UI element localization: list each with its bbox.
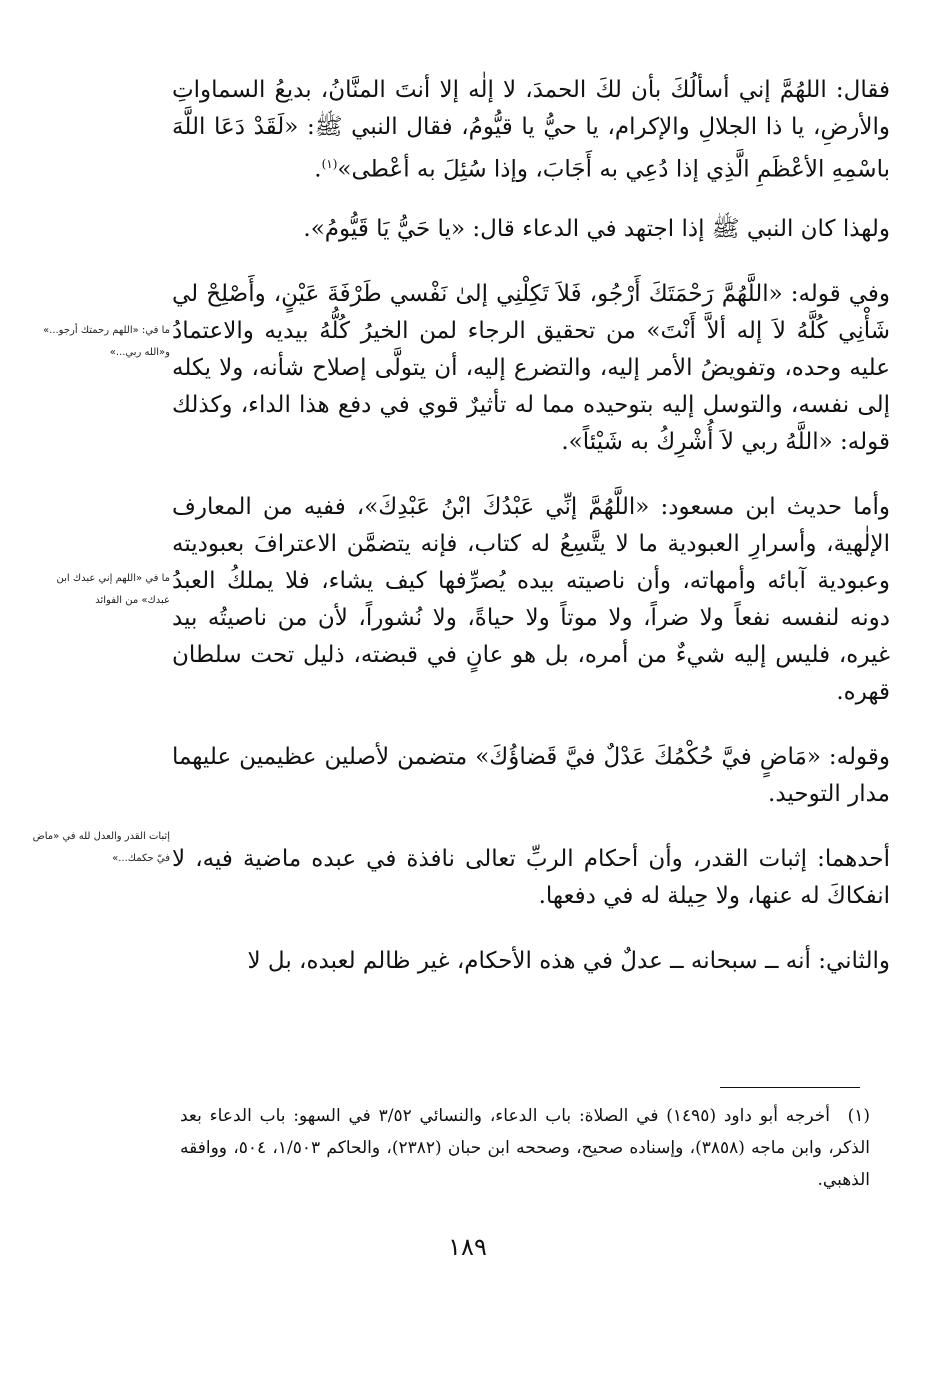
paragraph-1 xyxy=(172,72,890,189)
paragraph-1-tail: . xyxy=(314,156,322,183)
paragraph-3: وفي قوله: «اللَّهُمَّ رَحْمَتَكَ أَرْجُو، فَلاَ تَكِلْنِي إلىٰ نَفْسي طَرْفَةَ عَيْنٍ، وأَصْلِحْ لي شَأْنِي كُلَّهُ لاَ إله ألاَّ أَنْتَ» من تحقيق الرجاء لمن الخيرُ كُلُّهُ بيديه والاعتمادُ عليه وحده، وتفويضُ الأمر إليه، والتضرع إليه، أن يتولَّى إصلاح شأنه، ولا يكله إلى نفسه، والتوسل إليه بتوحيده مما له تأثيرٌ قوي في دفع هذا الداء، وكذلك قوله: «اللَّهُ ربي لاَ أُشْرِكُ به شَيْئاً». xyxy=(172,280,890,455)
paragraph-6: أحدهما: إثبات القدر، وأن أحكام الربِّ تعالى نافذة في عبده ماضية فيه، لا انفكاكَ له عنها، ولا حِيلة له في دفعها. xyxy=(172,845,890,909)
footnote-number: (١) xyxy=(847,1106,871,1126)
main-text xyxy=(172,72,890,1004)
footnote-ref[interactable]: (١) xyxy=(321,157,338,171)
paragraph-7: والثاني: أنه ــ سبحانه ــ عدلٌ في هذه الأحكام، غير ظالم لعبده، بل لا xyxy=(247,947,890,974)
paragraph-4: وأما حديث ابن مسعود: «اللَّهُمَّ إنِّي عَبْدُكَ ابْنُ عَبْدِكَ»، ففيه من المعارف الإلٰهية، وأسرارِ العبودية ما لا يتَّسِعُ له كتاب، فإنه يتضمَّن الاعترافَ بعبوديته وعبودية آبائه وأمهاته، وأن ناصيته بيده يُصرِّفها كيف يشاء، فلا يملكُ العبدُ دونه لنفسه نفعاً ولا ضراً، ولا موتاً ولا حياةً، ولا نُشوراً، لأن من ناصيتُه بيد غيره، فليس إليه شيءٌ من أمره، بل هو عانٍ في قبضته، ذليل تحت سلطان قهره. xyxy=(172,493,890,705)
footnote-1 xyxy=(180,1100,870,1196)
paragraph-1-text: فقال: اللهُمَّ إني أسألُكَ بأن لكَ الحمدَ، لا إلٰه إلا أنتَ المنَّانُ، بديعُ السماواتِ والأرضِ، يا ذا الجلالِ والإكرام، يا حيُّ يا قيُّومُ، فقال النبي ﷺ: «لَقَدْ دَعَا اللَّهَ باسْمِهِ الأعْظَمِ الَّذِي إذا دُعِي به أَجَابَ، وإذا سُئِلَ به أعْطى» xyxy=(172,77,890,183)
footnote-text: أخرجه أبو داود (١٤٩٥) في الصلاة: باب الدعاء، والنسائي ٣/٥٢ في السهو: باب الدعاء بعد الذكر، وابن ماجه (٣٨٥٨)، وإسناده صحيح، وصححه ابن حبان (٢٣٨٢)، والحاكم ١/٥٠٣، ٥٠٤، ووافقه الذهبي. xyxy=(180,1106,871,1190)
paragraph-2: ولهذا كان النبي ﷺ إذا اجتهد في الدعاء قال: «يا حَيُّ يَا قَيُّومُ». xyxy=(303,215,890,242)
margin-note-1: ما في: «اللهم رحمتك أرجو...» و«الله ربي...» xyxy=(43,325,170,358)
margin-note-3: إثبات القدر والعدل لله في «ماض فيّ حكمك...» xyxy=(32,831,170,864)
paragraph-5: وقوله: «مَاضٍ فيَّ حُكْمُكَ عَدْلٌ فيَّ قَضاؤُكَ» متضمن لأصلين عظيمين عليهما مدار التوحيد. xyxy=(172,743,890,807)
page-number: ١٨٩ xyxy=(448,1233,487,1261)
footnotes xyxy=(180,1100,870,1196)
footnote-divider xyxy=(720,1087,860,1088)
margin-note-2: ما في «اللهم إني عبدك ابن عبدك» من الفوائد xyxy=(56,573,170,606)
